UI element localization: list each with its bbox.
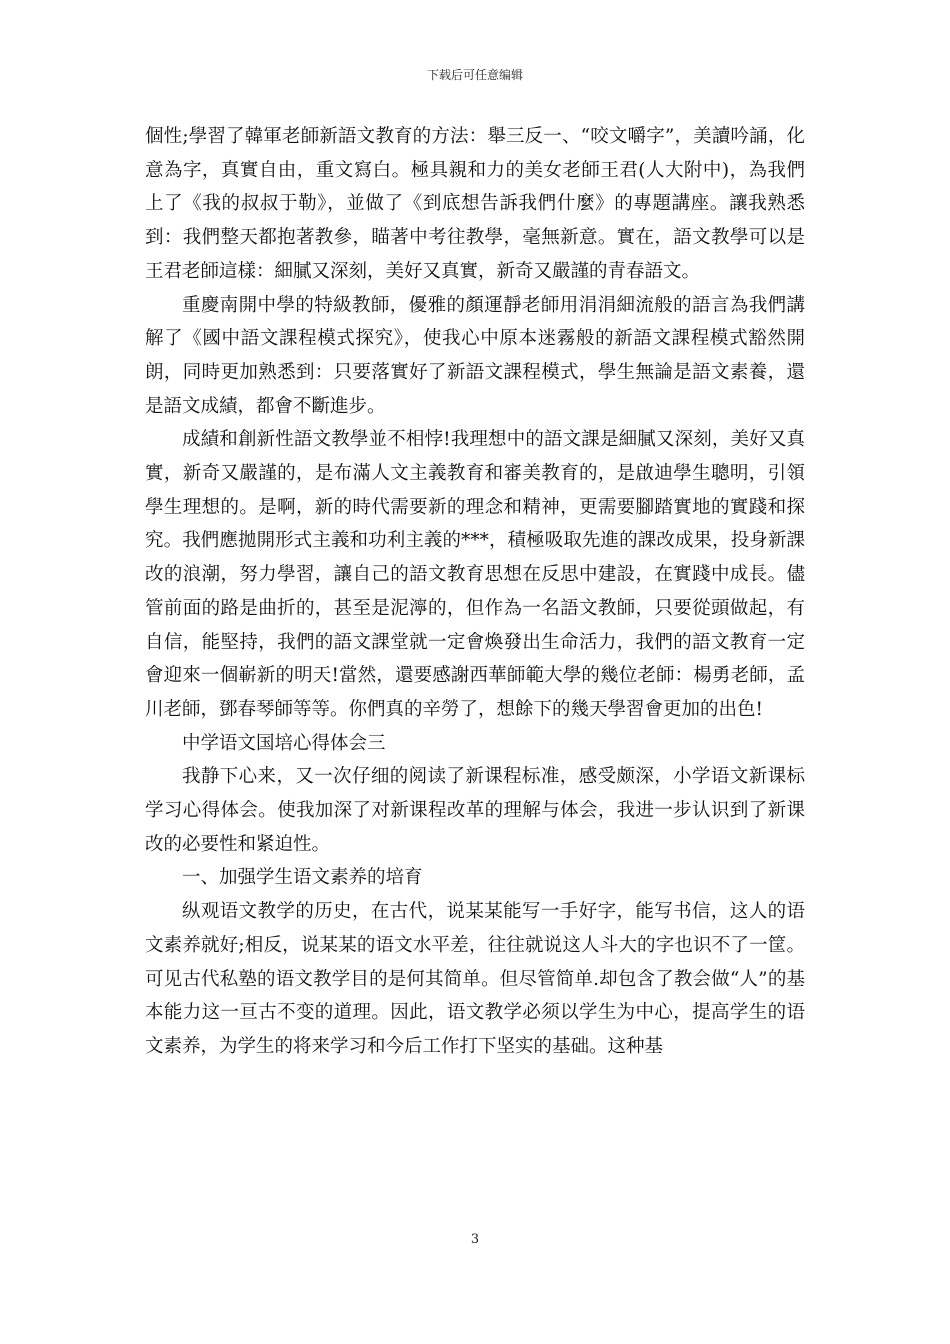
paragraph: 我静下心来，又一次仔细的阅读了新课程标准，感受颇深，小学语文新课标学习心得体会。使我加深了对新课程改革的理解与体会，我进一步认识到了新课改的必要性和紧迫性。 xyxy=(145,766,805,855)
paragraph: 纵观语文教学的历史，在古代，说某某能写一手好字，能写书信，这人的语文素养就好;相反，说某某的语文水平差，往往就说这人斗大的字也识不了一筐。可见古代私塾的语文教学目的是何其简单。但尽管简单.却包含了教会做“人”的基本能力这一亘古不变的道理。因此，语文教学必须以学生为中心，提高学生的语文素养，为学生的将来学习和今后工作打下坚实的基础。这种基 xyxy=(145,901,805,1057)
paragraph: 重慶南開中學的特級教師，優雅的顏運靜老師用涓涓細流般的語言為我們講解了《國中語文課程模式探究》，使我心中原本迷霧般的新語文課程模式豁然開朗，同時更加熟悉到：只要落實好了新語文課程模式，學生無論是語文素養，還是語文成績，都會不斷進步。 xyxy=(145,294,805,417)
section-title: 中学语文国培心得体会三 xyxy=(182,732,386,754)
section-heading: 一、加强学生语文素养的培育 xyxy=(182,867,423,889)
page-number: 3 xyxy=(470,1232,480,1247)
paragraph: 成績和創新性語文教學並不相悖!我理想中的語文課是細膩又深刻，美好又真實，新奇又嚴謹的，是布滿人文主義教育和審美教育的，是啟迪學生聰明，引領學生理想的。是啊，新的時代需要新的理念和精神，更需要腳踏實地的實踐和探究。我們應拋開形式主義和功利主義的***，積極吸取先進的課改成果，投身新課改的浪潮，努力學習，讓自己的語文教育思想在反思中建設，在實踐中成長。儘管前面的路是曲折的，甚至是泥濘的，但作為一名語文教師，只要從頭做起，有自信，能堅持，我們的語文課堂就一定會煥發出生命活力，我們的語文教育一定會迎來一個嶄新的明天!當然，還要感謝西華師範大學的幾位老師：楊勇老師，孟川老師，鄧春琴師等等。你們真的辛勞了，想餘下的幾天學習會更加的出色! xyxy=(145,429,805,720)
document-body xyxy=(145,120,805,1064)
page-header: 下载后可任意编辑 xyxy=(426,68,523,82)
paragraph: 個性;學習了韓軍老師新語文教育的方法：舉三反一、“咬文嚼字”，美讀吟誦，化意為字，真實自由，重文寫白。極具親和力的美女老師王君(人大附中)，為我們上了《我的叔叔于勒》，並做了《到底想告訴我們什麼》的專題講座。讓我熟悉到：我們整天都抱著教參，瞄著中考往教學，毫無新意。實在，語文教學可以是王君老師這樣：細膩又深刻，美好又真實，新奇又嚴謹的青春語文。 xyxy=(145,126,805,282)
